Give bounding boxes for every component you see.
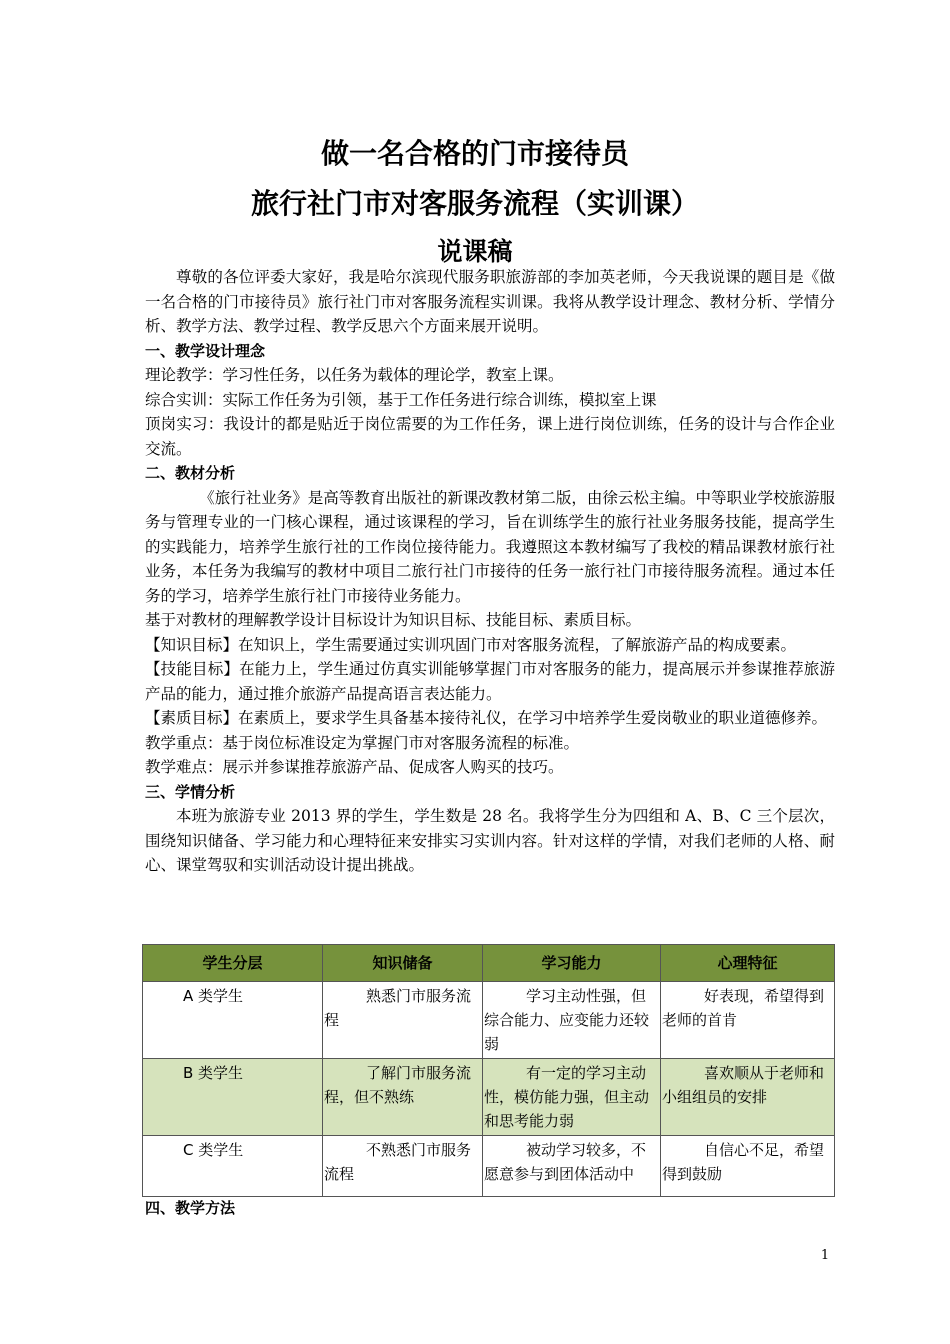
table-row (143, 1136, 835, 1197)
section-heading-students: 三、学情分析 (145, 782, 236, 801)
paragraph-theory: 理论教学：学习性任务，以任务为载体的理论学，教室上课。 (145, 366, 564, 384)
sub-title: 旅行社门市对客服务流程（实训课） (250, 187, 699, 220)
table-header-cell: 学习能力 (483, 945, 661, 982)
table-cell: 喜欢顺从于老师和小组组员的安排 (661, 1059, 835, 1136)
paragraph-students: 本班为旅游专业 2013 界的学生，学生数是 28 名。我将学生分为四组和 A、B、C 三个层次，围绕知识储备、学习能力和心理特征来安排实习实训内容。针对这样的学情，对我们老师的人格、耐心、课堂驾驭和实训活动设计提出挑战。 (145, 807, 835, 874)
table-cell: A 类学生 (143, 982, 323, 1059)
table-cell: 有一定的学习主动性，模仿能力强，但主动和思考能力弱 (483, 1059, 661, 1136)
table-cell: 了解门市服务流程，但不熟练 (323, 1059, 483, 1136)
table-row (143, 1059, 835, 1136)
table-row (143, 982, 835, 1059)
table-cell: 好表现，希望得到老师的首肯 (661, 982, 835, 1059)
body-text (145, 265, 835, 878)
paragraph-goals-intro: 基于对教材的理解教学设计目标设计为知识目标、技能目标、素质目标。 (145, 611, 642, 629)
paragraph-quality-goal: 【素质目标】在素质上，要求学生具备基本接待礼仪，在学习中培养学生爱岗敬业的职业道德修养。 (145, 709, 828, 727)
paragraph-internship: 顶岗实习：我设计的都是贴近于岗位需要的为工作任务，课上进行岗位训练，任务的设计与合作企业交流。 (145, 415, 835, 458)
section-heading-design: 一、教学设计理念 (145, 341, 266, 360)
table-header-cell: 学生分层 (143, 945, 323, 982)
section-heading-textbook: 二、教材分析 (145, 464, 236, 482)
section-heading-methods: 四、教学方法 (145, 1199, 236, 1217)
table-cell: 自信心不足，希望得到鼓励 (661, 1136, 835, 1197)
page-number: 1 (820, 1248, 830, 1263)
intro-paragraph: 尊敬的各位评委大家好，我是哈尔滨现代服务职旅游部的李加英老师，今天我说课的题目是《做一名合格的门市接待员》旅行社门市对客服务流程实训课。我将从教学设计理念、教材分析、学情分析、教学方法、教学过程、教学反思六个方面来展开说明。 (145, 268, 835, 335)
paragraph-key-point: 教学重点：基于岗位标准设定为掌握门市对客服务流程的标准。 (145, 733, 580, 752)
table-cell: 被动学习较多，不愿意参与到团体活动中 (483, 1136, 661, 1197)
paragraph-difficulty: 教学难点：展示并参谋推荐旅游产品、促成客人购买的技巧。 (145, 758, 564, 776)
table-cell: 学习主动性强，但综合能力、应变能力还较弱 (483, 982, 661, 1059)
paragraph-practice: 综合实训：实际工作任务为引领，基于工作任务进行综合训练，模拟室上课 (145, 390, 657, 409)
paragraph-knowledge-goal: 【知识目标】在知识上，学生需要通过实训巩固门市对客服务流程，了解旅游产品的构成要素。 (145, 635, 797, 654)
table-cell: B 类学生 (143, 1059, 323, 1136)
table-cell: 不熟悉门市服务流程 (323, 1136, 483, 1197)
doc-type-title: 说课稿 (437, 237, 513, 266)
table-cell: C 类学生 (143, 1136, 323, 1197)
table-header-cell: 知识储备 (323, 945, 483, 982)
paragraph-skill-goal: 【技能目标】在能力上，学生通过仿真实训能够掌握门市对客服务的能力，提高展示并参谋推荐旅游产品的能力，通过推介旅游产品提高语言表达能力。 (145, 660, 835, 703)
main-title: 做一名合格的门市接待员 (320, 137, 629, 170)
paragraph-textbook: 《旅行社业务》是高等教育出版社的新课改教材第二版，由徐云松主编。中等职业学校旅游服务与管理专业的一门核心课程，通过该课程的学习，旨在训练学生的旅行社业务服务技能，提高学生的实践能力，培养学生旅行社的工作岗位接待能力。我遵照这本教材编写了我校的精品课教材旅行社业务，本任务为我编写的教材中项目二旅行社门市接待的任务一旅行社门市接待服务流程。通过本任务的学习，培养学生旅行社门市接待业务能力。 (145, 488, 835, 605)
table-header-cell: 心理特征 (661, 945, 835, 982)
table-cell: 熟悉门市服务流程 (323, 982, 483, 1059)
table-header-row (143, 945, 835, 982)
student-layer-table (142, 944, 835, 1197)
